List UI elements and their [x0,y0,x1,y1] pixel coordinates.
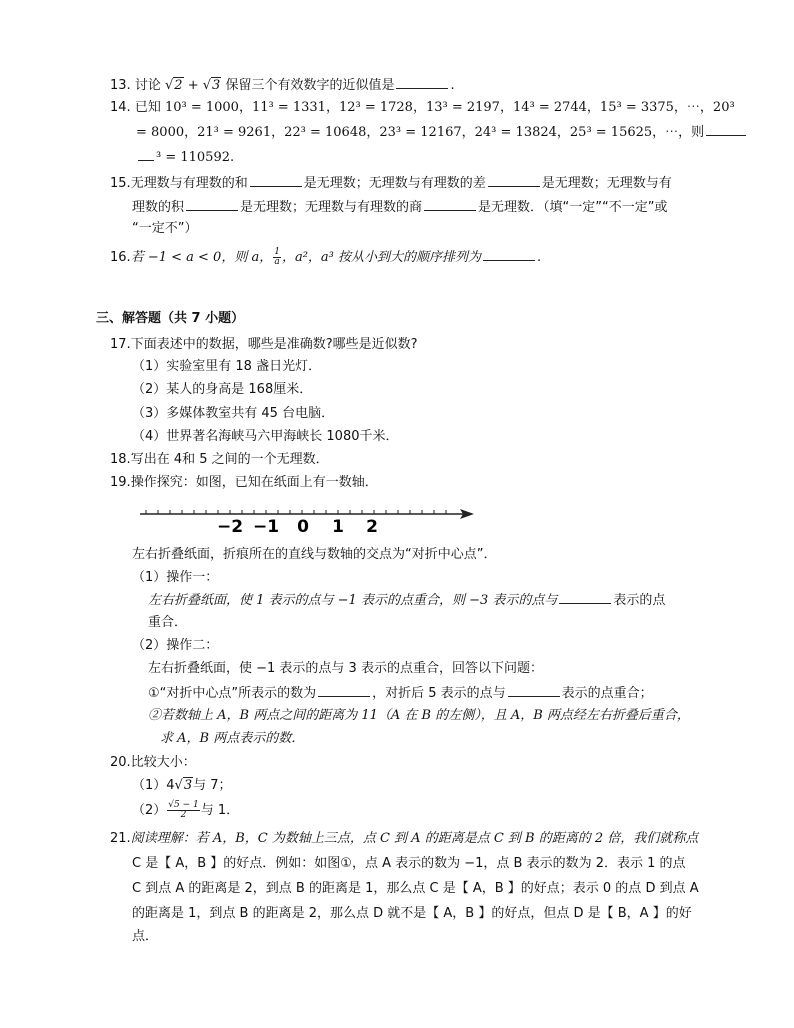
fraction-one-over-a: $\frac{1}{a}$ [274,247,280,267]
q19-text: ，对折后 5 表示的点与 [372,686,506,701]
q16 [110,248,541,267]
q19-text: ①“对折中心点”所表示的数为 [148,686,317,701]
q19-op1-line [148,591,665,610]
q19-text: 表示的点 [613,593,666,608]
answer-blank[interactable] [488,174,540,187]
q19-intro: 左右折叠纸面，折痕所在的直线与数轴的交点为“对折中心点”． [132,547,497,562]
q19-text: ②若数轴上 A，B 两点之间的距离为 11（A 在 B 的左侧），且 A，B 两点经左右折叠后重合， [148,708,690,723]
sqrt-expr-a: √2 [164,78,183,93]
q19-op2-a: 左右折叠纸面，使 −1 表示的点与 3 表示的点重合，回答以下问题： [148,661,543,676]
q19-text: 表示的点重合； [561,686,653,701]
number-line-figure [138,502,478,536]
q21-line2: C 是【 A，B 】的好点．例如：如图①，点 A 表示的数为 −1，点 B 表示的数为 2．表示 1 的点 [132,856,686,871]
q20-text: 与 7； [193,778,232,793]
tick-label: −2 [216,517,244,536]
q15-number: 15. [110,176,131,191]
q21-line5: 点． [132,929,159,944]
q14-text1: 已知 10³ = 1000，11³ = 1331，12³ = 1728，13³ = 2197，14³ = 2744，15³ = 3375，⋯，20³ [134,100,735,115]
answer-blank[interactable] [559,591,611,604]
q20-text: 与 1． [200,803,240,818]
q15-text: 是无理数；无理数与有理数的商 [240,200,423,215]
answer-blank[interactable] [424,198,476,211]
q15-line2 [132,198,667,217]
q19-op1-title: （1）操作一： [132,570,219,585]
plus-sign: + [187,78,199,93]
section-title: 三、解答题（共 7 小题） [96,311,245,326]
q15-text: 是无理数．（填“一定”“不一定”或 [478,200,668,215]
q20-number: 20. [110,755,131,770]
q14-text3: ³ = 110592. [156,150,235,165]
answer-blank[interactable] [706,123,746,136]
q21-line4: 的距离是 1，到点 B 的距离是 2，那么点 D 就不是【 A，B 】的好点，但点 D 是【 B，A 】的好 [132,906,692,921]
q13-post: 保留三个有效数字的近似值是 [225,78,395,93]
q19-op2-1 [148,684,653,703]
answer-blank[interactable] [396,76,448,89]
sqrt-expr: √3 [174,778,193,793]
q14-number: 14. [110,100,131,115]
q16-number: 16. [110,250,131,265]
q15-text: 理数的积 [132,200,185,215]
tick-label: 0 [297,517,309,536]
q21-line1 [110,830,698,848]
q19-text: 求 A，B 两点表示的数． [160,731,305,746]
q19-op2-2 [148,707,690,725]
answer-blank[interactable] [508,684,560,697]
q18 [110,451,329,469]
q18-text: 写出在 4和 5 之间的一个无理数． [130,452,329,467]
q21-number: 21. [110,831,131,846]
q20-item2 [132,801,239,820]
q19-text: 左右折叠纸面，使 1 表示的点与 −1 表示的点重合，则 −3 表示的点与 [148,593,558,608]
q19-op2-title: （2）操作二： [132,638,219,653]
tick-label: −1 [252,517,280,536]
q16-text: 若 −1 < a < 0，则 a， [130,250,273,265]
q19-stem [110,474,378,492]
q19-op2-2b [160,730,304,748]
q13 [110,76,455,95]
answer-blank[interactable] [483,248,535,261]
q17-item: （4）世界著名海峡马六甲海峡长 1080千米． [132,429,399,444]
q20-text: （1）4 [132,778,175,793]
tick-label: 1 [332,517,344,536]
q20-item1 [132,777,232,795]
q20-text: 比较大小： [130,755,196,770]
q13-end: . [450,78,455,93]
sqrt-expr-b: √3 [202,78,221,93]
q17-text: 下面表述中的数据，哪些是准确数?哪些是近似数? [130,337,418,352]
q14-line3 [136,148,234,167]
answer-blank[interactable] [186,198,238,211]
answer-blank[interactable] [250,174,302,187]
q20-stem [110,754,196,772]
q15-text: 无理数与有理数的和 [130,176,248,191]
q16-end: . [537,250,542,265]
q14-line2 [136,123,748,142]
q21-line3: C 到点 A 的距离是 2，到点 B 的距离是 1，那么点 C 是【 A，B 】的好点；表示 0 的点 D 到点 A [132,881,699,896]
q17-item: （3）多媒体教室共有 45 台电脑． [132,406,335,421]
q19-number: 19. [110,475,131,490]
q15-text: 是无理数；无理数与有 [541,176,672,191]
q15-line1 [110,174,672,193]
q16-text: ，a²，a³ 按从小到大的顺序排列为 [281,250,481,265]
q13-pre: 讨论 [134,78,161,93]
q21-text: 阅读理解：若 A，B，C 为数轴上三点，点 C 到 A 的距离是点 C 到 B 的距离的 2 倍，我们就称点 [130,831,699,846]
q19-op1-c: 重合． [148,615,188,630]
answer-blank[interactable] [318,684,370,697]
q14-line1 [110,99,735,117]
q15-line3 [132,220,197,238]
answer-blank-cont[interactable] [138,148,154,161]
q19-text: 操作探究：如图，已知在纸面上有一数轴． [130,475,378,490]
q20-text: （2） [132,803,167,818]
fraction-expr: $\frac{√5 - 1}{2}$ [168,800,199,820]
q18-number: 18. [110,452,131,467]
q15-text: “一定不”） [132,221,198,236]
q13-number: 13. [110,78,131,93]
q14-text2: = 8000，21³ = 9261，22³ = 10648，23³ = 12167，24³ = 13824，25³ = 15625，⋯，则 [136,125,705,140]
q17-stem [110,336,418,354]
tick-label: 2 [366,517,378,536]
q17-item: （1）实验室里有 18 盏日光灯． [132,359,322,374]
q17-number: 17. [110,337,131,352]
q15-text: 是无理数；无理数与有理数的差 [303,176,486,191]
q17-item: （2）某人的身高是 168厘米． [132,382,313,397]
